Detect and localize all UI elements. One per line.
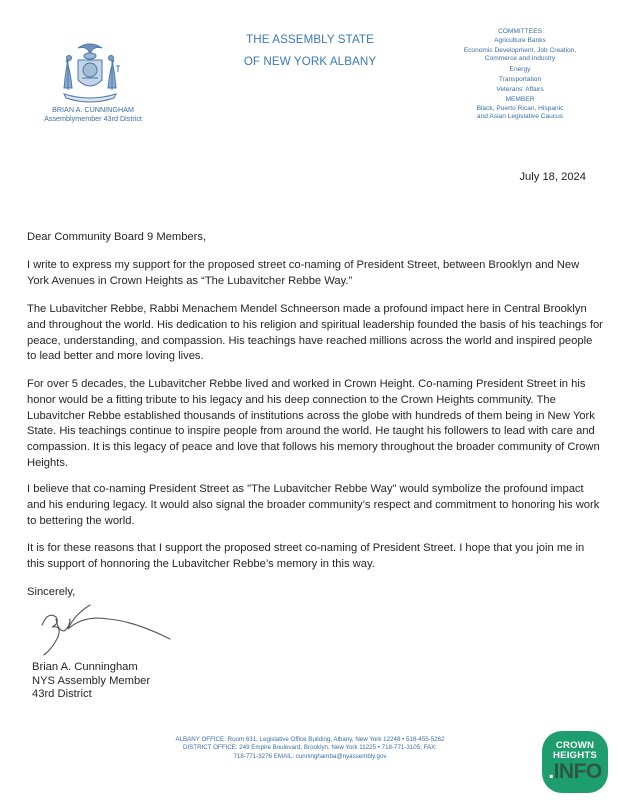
signer-district: 43rd District — [32, 688, 92, 701]
assembly-title — [220, 29, 400, 73]
logo-dot: . — [548, 760, 554, 783]
crownheights-info-logo — [542, 731, 608, 793]
signature-block — [32, 661, 150, 702]
committee-item: Transportation — [498, 75, 542, 83]
paragraph: I write to express my support for the proposed street co-naming of President Street, between Brooklyn and New York Avenues in Crown Heights as “The Lubavitcher Rebbe Way.” — [27, 259, 580, 287]
committee-item: Agriculture Banks — [494, 36, 546, 44]
albany-office: ALBANY OFFICE: Room 631, Legislative Office Building, Albany, New York 12248 • 518-455-5262 — [175, 736, 445, 743]
signature-icon — [34, 597, 174, 657]
paragraph: It is for these reasons that I support the proposed street co-naming of President Street. I hope that you join me in this support of honnoring the Lubavitcher Rebbe’s memory in this way. — [27, 542, 585, 570]
contact-info: 718-771-3276 EMAIL: cunninghamba@nyassembly.gov — [233, 752, 387, 760]
paragraph: For over 5 decades, the Lubavitcher Rebbe lived and worked in Crown Height. Co-naming President Street in his honor would be a fitting tribute to his legacy and his deep connection to the Crown Heights community. The Lubavitcher Rebbe established thousands of institutions across the globe with hundreds of them being in New York State. His teachings continue to inspire people from around the world. He taught his followers to lead with care and compassion. It is this legacy of peace and love that follows his memory throughout the broader community of Crown Heights. — [27, 378, 600, 469]
paragraph: I believe that co-naming President Street as "The Lubavitcher Rebbe Way" would symbolize the profound impact and his enduring legacy. It would also signal the broader community’s respect and commitment to honoring his work to bettering the world. — [27, 483, 600, 527]
committee-item: Commerce and Industry — [484, 55, 556, 63]
logo-line1: CROWN — [555, 740, 595, 751]
logo-line2: HEIGHTS — [552, 750, 598, 761]
logo-info: INFO — [553, 760, 602, 783]
logo-line3 — [542, 761, 608, 782]
member-header — [28, 106, 158, 123]
committee-item: Energy — [509, 65, 531, 73]
district-office: DISTRICT OFFICE: 249 Empire Boulevard, Brooklyn, New York 11225 • 718-771-3105, FAX: — [182, 744, 438, 752]
committees-block — [440, 28, 600, 122]
signer-name: Brian A. Cunningham — [32, 661, 138, 673]
member-of-item: Black, Puerto Rican, Hispanic — [476, 104, 564, 112]
committee-item: Veterans' Affairs — [496, 85, 544, 93]
signer-title: NYS Assembly Member — [32, 674, 151, 687]
member-heading: MEMBER — [505, 96, 535, 104]
letter-date: July 18, 2024 — [519, 171, 586, 183]
member-of-item: and Asian Legislative Caucus — [476, 113, 564, 121]
committee-item: Economic Development, Job Creation, — [463, 46, 577, 54]
closing: Sincerely, — [27, 586, 76, 598]
paragraph: The Lubavitcher Rebbe, Rabbi Menachem Mendel Schneerson made a profound impact here in Central Brooklyn and throughout the world. His dedication to his religion and spiritual leadership founded the basis of his teachings for peace, understanding, and compassion. His teachings have reached millions across the world and inspired people to lead better and more loving lives. — [27, 303, 603, 363]
committees-heading: COMMITTEES — [498, 28, 542, 35]
assembly-title-line1: THE ASSEMBLY STATE — [246, 33, 374, 46]
state-seal-icon — [58, 38, 122, 104]
member-header-title: Assemblymember 43rd District — [44, 113, 142, 123]
assembly-title-line2: OF NEW YORK ALBANY — [243, 55, 377, 68]
office-footer — [140, 736, 480, 761]
salutation: Dear Community Board 9 Members, — [27, 231, 207, 243]
member-header-name: BRIAN A. CUNNINGHAM — [52, 105, 134, 114]
